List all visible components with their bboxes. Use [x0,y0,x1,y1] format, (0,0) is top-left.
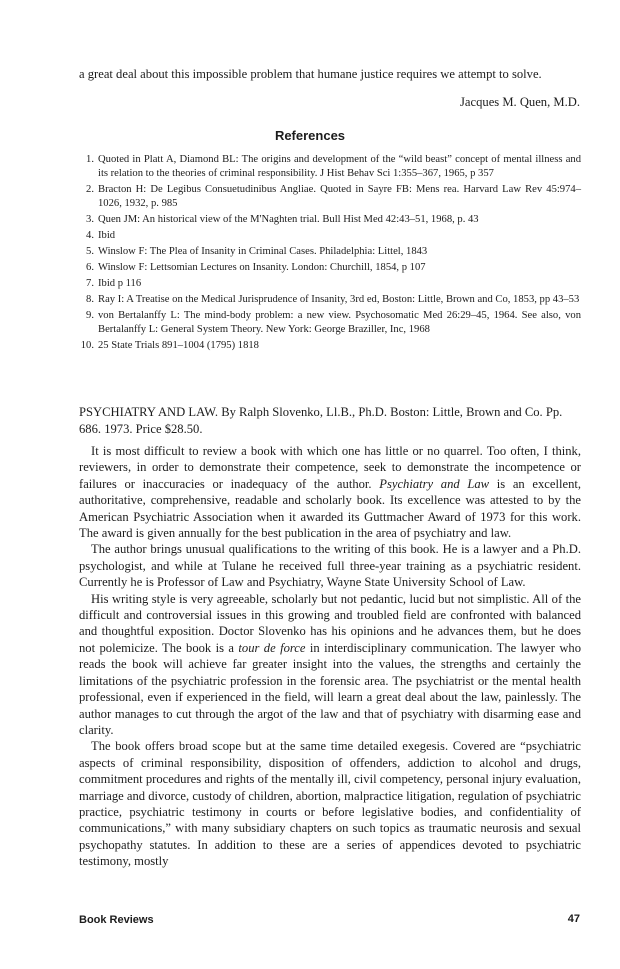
reference-text: Quen JM: An historical view of the M'Naghten trial. Bull Hist Med 42:43–51, 1968, p. 43 [98,214,479,225]
reference-item [79,309,581,337]
references-list [79,153,581,355]
reference-number: 4. [86,230,94,241]
reference-text: Ray I: A Treatise on the Medical Jurisprudence of Insanity, 3rd ed, Boston: Little, Brown and Co, 1853, pp 43–53 [98,294,580,305]
review-header: PSYCHIATRY AND LAW. By Ralph Slovenko, Ll.B., Ph.D. Boston: Little, Brown and Co. Pp. 686. 1973. Price $28.50. [79,405,563,436]
references-heading: References [274,128,346,143]
reference-text: Ibid p 116 [98,278,142,289]
review-paragraph-3 [79,591,581,739]
intro-paragraph: a great deal about this impossible problem that humane justice requires we attempt to solve. [79,67,542,81]
review-p1-text-a: It is most difficult to review a book with which one has little or no quarrel. Too often, I think, reviewers, in order to demonstrate their competence, seek to demonstrate the incompetence or failures or inaccuracies or inadequacy of the author. [79,444,581,491]
reference-item [79,213,581,227]
reference-text: von Bertalanffy L: The mind-body problem: a new view. Psychosomatic Med 26:29–45, 1964. See also, von Bertalanffy L: General System Theory. New York: George Braziller, Inc, 1968 [98,310,581,335]
review-paragraph-4: The book offers broad scope but at the same time detailed exegesis. Covered are “psychiatric aspects of criminal responsibility, disposition of offenders, addiction to alcohol and drugs, commitment procedures and rights of the mentally ill, civil competency, personal injury evaluation, marriage and divorce, custody of children, abortion, malpractice litigation, regulation of psychiatric practice, psychiatric testimony in courts or before legislative bodies, and confidentiality of communications,” with many subsidiary chapters on such topics as traumatic neurosis and sexual psychopathy statutes. In addition to these are a series of appendices devoted to psychiatric testimony, mostly [79,739,581,869]
reference-item [79,261,581,275]
reference-text: 25 State Trials 891–1004 (1795) 1818 [98,340,259,351]
review-paragraph-1 [79,443,581,541]
footer-section-label: Book Reviews [79,914,154,926]
reference-text: Winslow F: Lettsomian Lectures on Insanity. London: Churchill, 1854, p 107 [98,262,426,273]
reference-number: 2. [86,184,94,195]
reference-item [79,153,581,181]
review-p3-text-b: in interdisciplinary communication. The lawyer who reads the book will achieve far greater insight into the values, the strengths and certainly the limitations of the psychiatric profession in the forensic area. The psychiatrist or the mental health professional, even if experienced in the field, will learn a great deal about the law, painlessly. The author manages to cut through the argot of the law and that of psychiatry with disarming ease and clarity. [79,640,582,737]
review-p3-text-a: His writing style is very agreeable, scholarly but not pedantic, lucid but not simplistic. All of the difficult and controversial issues in this growing and troubled field are confronted with balanced and thoughtful exposition. Doctor Slovenko has his opinions and he advances them, but he does not polemicize. The book is a [79,591,581,655]
signature: Jacques M. Quen, M.D. [460,95,580,109]
reference-number: 10. [80,340,94,351]
reference-text: Winslow F: The Plea of Insanity in Criminal Cases. Philadelphia: Littel, 1843 [98,246,428,257]
reference-number: 1. [86,154,94,165]
reference-number: 7. [86,278,94,289]
reference-number: 6. [86,262,94,273]
reference-item [79,229,581,243]
page-number: 47 [567,913,580,925]
book-title-italic: Psychiatry and Law [379,476,490,491]
reference-number: 9. [86,310,94,321]
reference-number: 5. [86,246,94,257]
reference-item [79,277,581,291]
reference-number: 8. [86,294,94,305]
reference-text: Ibid [98,230,116,241]
reference-text: Bracton H: De Legibus Consuetudinibus Angliae. Quoted in Sayre FB: Mens rea. Harvard Law Rev 45:974–1026, 1932, p. 985 [98,184,581,209]
review-p1-text-b: is an excellent, authoritative, comprehensive, readable and scholarly book. Its excellence was attested to by the American Psychiatric Association when it awarded its Guttmacher Award of 1973 for this work. The award is given annually for the best publication in the area of psychiatry and law. [79,476,582,541]
reference-item [79,339,581,353]
reference-item [79,293,581,307]
review-body [79,443,581,870]
tour-de-force-italic: tour de force [238,640,306,655]
reference-item [79,245,581,259]
reference-text: Quoted in Platt A, Diamond BL: The origins and development of the “wild beast” concept of mental illness and its relation to the theories of criminal responsibility. J Hist Behav Sci 1:355–367, 1965, p 357 [98,154,581,179]
reference-item [79,183,581,211]
review-paragraph-2: The author brings unusual qualifications to the writing of this book. He is a lawyer and a Ph.D. psychologist, and while at Tulane he received full three-year training as a psychiatric resident. Currently he is Professor of Law and Psychiatry, Wayne State University School of Law. [79,542,581,590]
reference-number: 3. [86,214,94,225]
